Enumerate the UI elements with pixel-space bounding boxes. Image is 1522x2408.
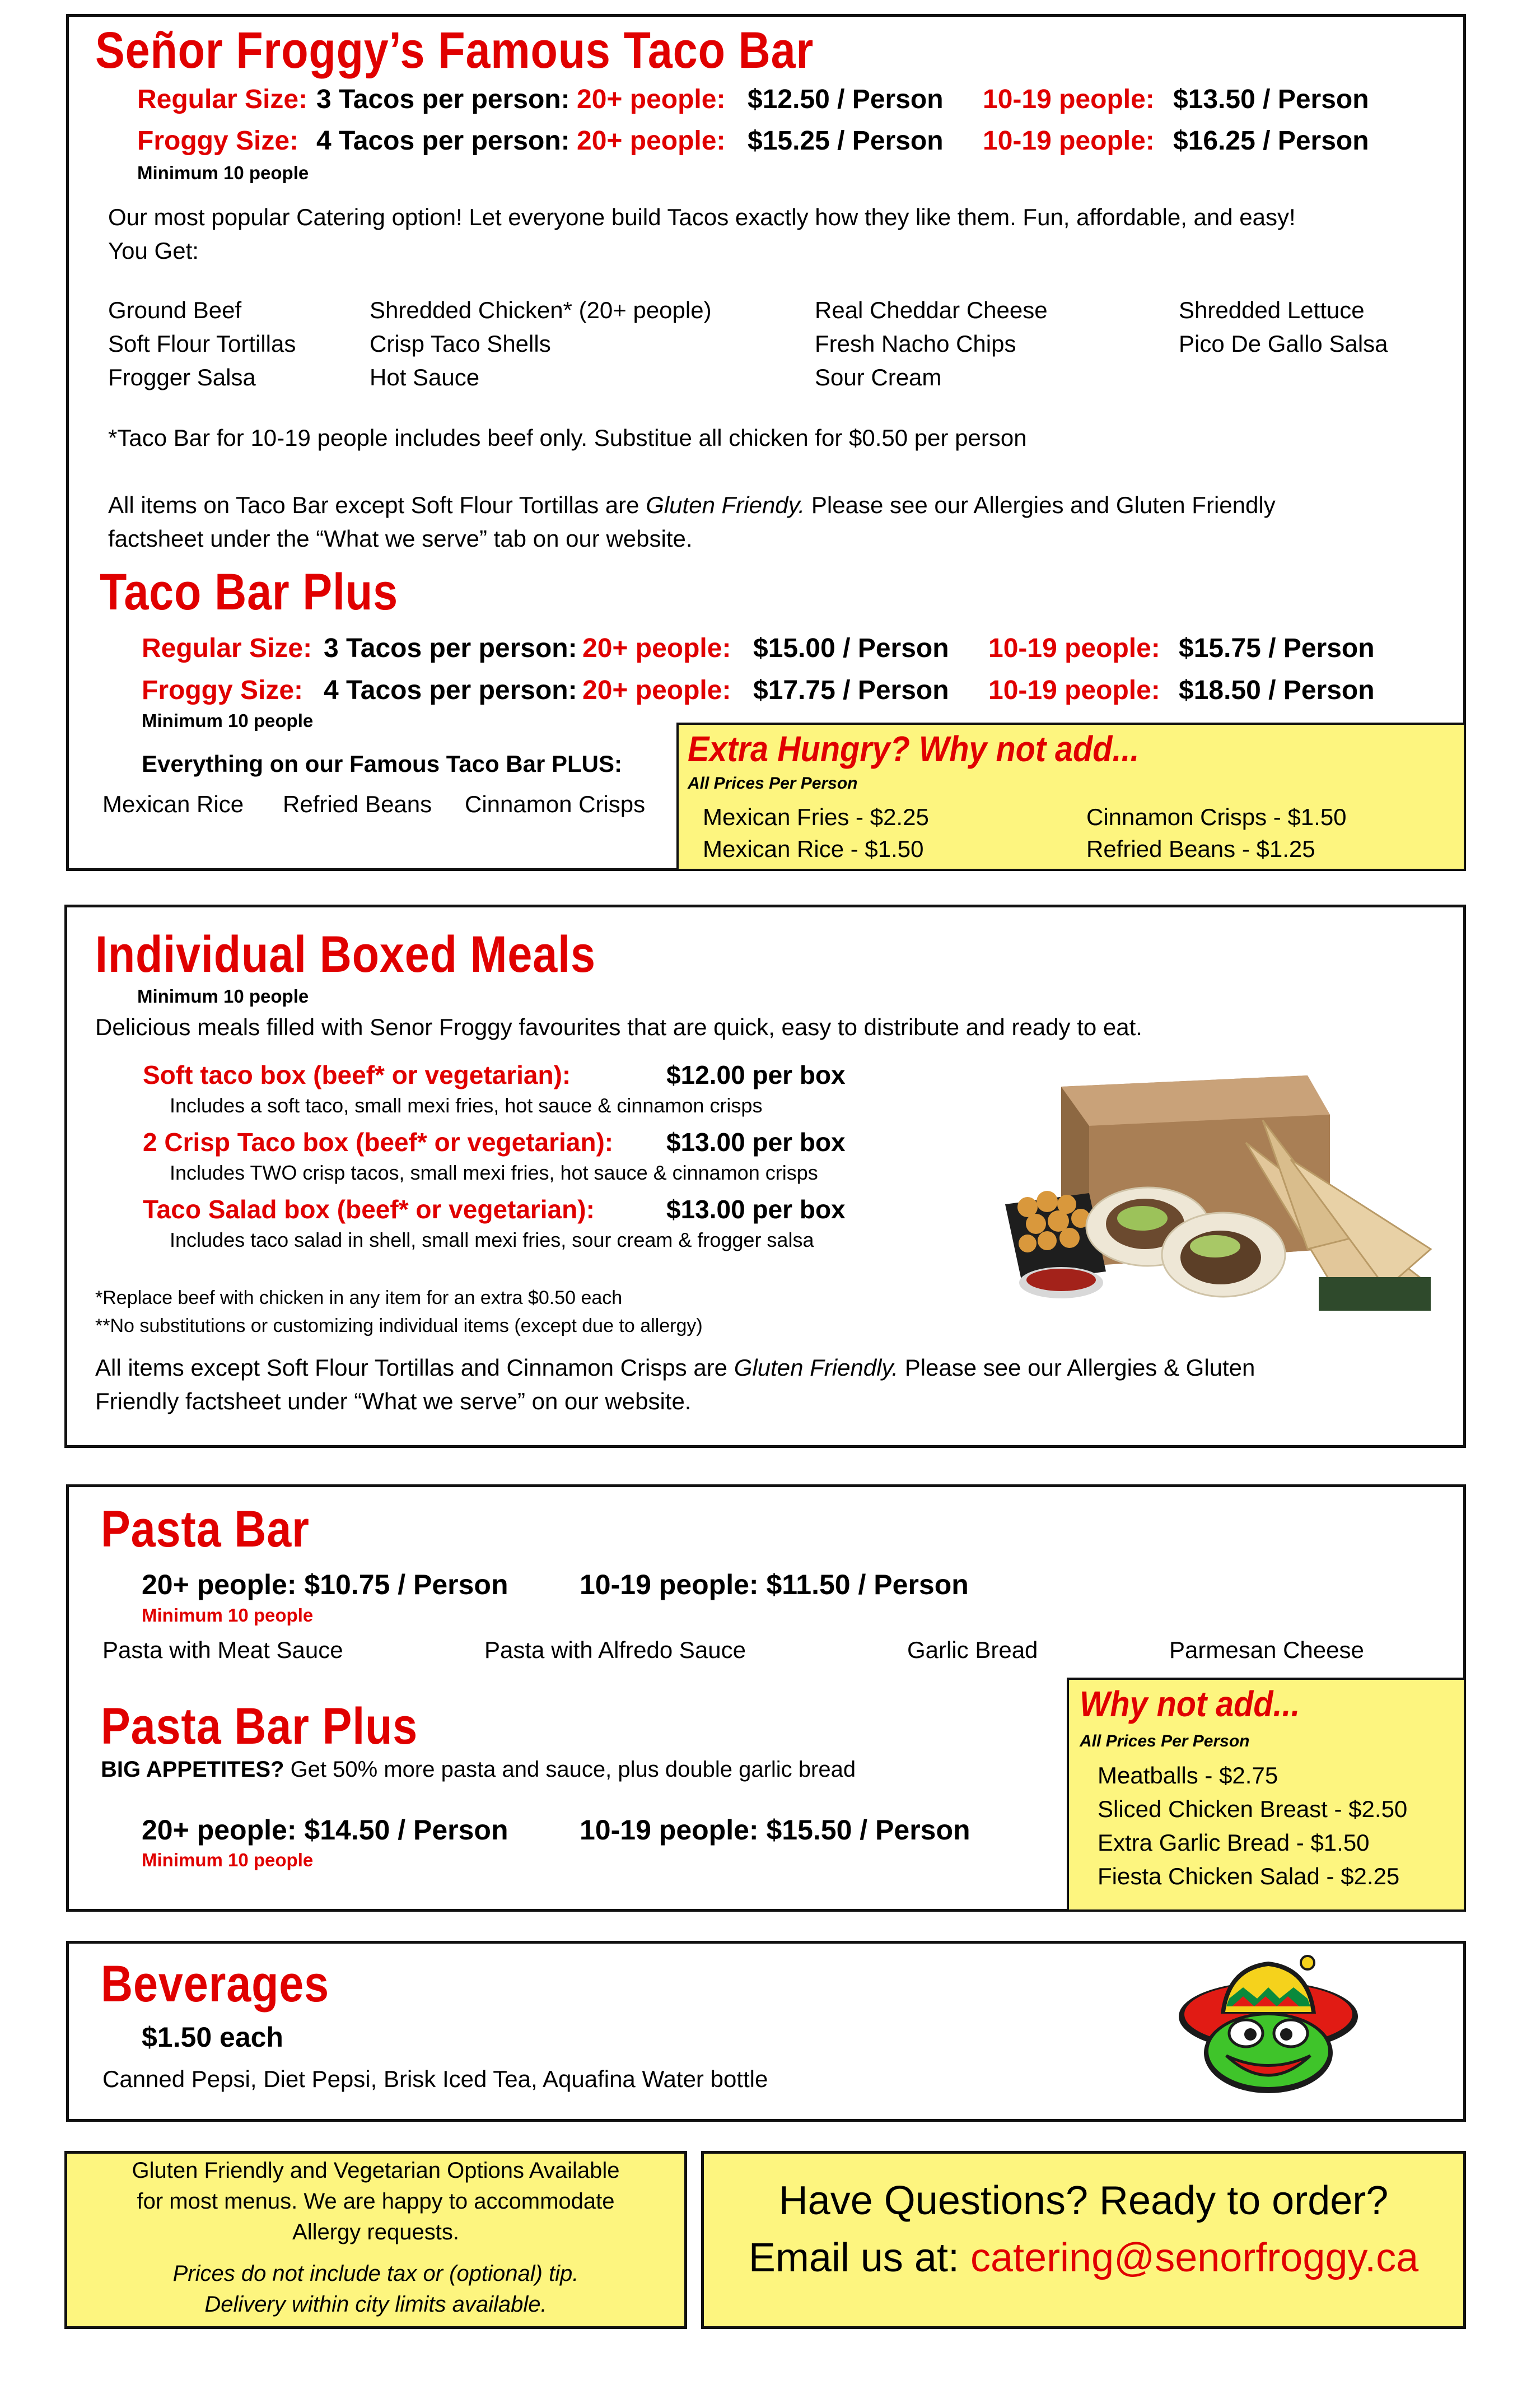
item-soft-flour-tortillas: Soft Flour Tortillas — [108, 330, 296, 357]
froggy-size-label: Froggy Size: — [137, 126, 299, 156]
info-line-1: Gluten Friendly and Vegetarian Options Available — [132, 2158, 620, 2183]
pasta-bar-minimum: Minimum 10 people — [142, 1605, 314, 1625]
contact-question: Have Questions? Ready to order? — [778, 2178, 1389, 2223]
crisp-taco-box-price: $13.00 per box — [666, 1128, 846, 1157]
froggy-tacos: 4 Tacos per person: — [316, 126, 570, 156]
plus-item-cinnamon-crisps: Cinnamon Crisps — [465, 791, 646, 817]
boxed-gluten-note-2: Friendly factsheet under “What we serve” on our website. — [95, 1388, 692, 1414]
taco-salad-box-price: $13.00 per box — [666, 1195, 846, 1224]
taco-bar-you-get: You Get: — [108, 237, 199, 264]
plus-item-mexican-rice: Mexican Rice — [102, 791, 244, 817]
taco-bar-title: Señor Froggy’s Famous Taco Bar — [95, 22, 814, 79]
pasta-alfredo-sauce: Pasta with Alfredo Sauce — [484, 1637, 746, 1663]
pasta-plus-big-appetites: BIG APPETITES? Get 50% more pasta and sauce, plus double garlic bread — [101, 1757, 856, 1782]
regular-tacos: 3 Tacos per person: — [316, 85, 570, 114]
plus-regular-10-price: $15.75 / Person — [1179, 634, 1375, 663]
plus-froggy-10-label: 10-19 people: — [988, 676, 1160, 705]
plus-item-refried-beans: Refried Beans — [283, 791, 432, 817]
plus-froggy-20-price: $17.75 / Person — [753, 676, 949, 705]
extra-refried-beans: Refried Beans - $1.25 — [1086, 836, 1315, 862]
item-hot-sauce: Hot Sauce — [370, 364, 480, 390]
crisp-taco-box-name: 2 Crisp Taco box (beef* or vegetarian): — [143, 1128, 614, 1157]
item-ground-beef: Ground Beef — [108, 297, 242, 323]
pasta-bar-price-10: 10-19 people: $11.50 / Person — [580, 1569, 969, 1600]
pasta-bar-plus-title: Pasta Bar Plus — [101, 1698, 418, 1755]
item-pico-de-gallo: Pico De Gallo Salsa — [1179, 330, 1388, 357]
regular-10-price: $13.50 / Person — [1173, 85, 1369, 114]
boxed-gluten-note: All items except Soft Flour Tortillas and Cinnamon Crisps are Gluten Friendly. Please see our Allergies & Gluten — [95, 1354, 1255, 1381]
extra-hungry-note: All Prices Per Person — [688, 774, 858, 793]
add-sliced-chicken: Sliced Chicken Breast - $2.50 — [1098, 1796, 1408, 1822]
boxed-meals-title: Individual Boxed Meals — [95, 926, 596, 983]
extra-mexican-rice: Mexican Rice - $1.50 — [703, 836, 924, 862]
froggy-10-label: 10-19 people: — [983, 126, 1155, 156]
pasta-bar-price-20: 20+ people: $10.75 / Person — [142, 1569, 508, 1600]
froggy-20-label: 20+ people: — [577, 126, 726, 156]
pasta-bar-title: Pasta Bar — [101, 1501, 310, 1558]
boxed-meals-intro: Delicious meals filled with Senor Froggy favourites that are quick, easy to distribute and ready to eat. — [95, 1014, 1142, 1040]
regular-10-label: 10-19 people: — [983, 85, 1155, 114]
taco-bar-gluten-note: All items on Taco Bar except Soft Flour Tortillas are Gluten Friendy. Please see our Allergies and Gluten Friendly — [108, 492, 1276, 518]
extra-cinnamon-crisps: Cinnamon Crisps - $1.50 — [1086, 804, 1347, 830]
plus-froggy-tacos: 4 Tacos per person: — [324, 676, 577, 705]
taco-bar-footnote: *Taco Bar for 10-19 people includes beef only. Substitue all chicken for $0.50 per person — [108, 425, 1027, 451]
item-crisp-taco-shells: Crisp Taco Shells — [370, 330, 551, 357]
plus-froggy-10-price: $18.50 / Person — [1179, 676, 1375, 705]
add-fiesta-salad: Fiesta Chicken Salad - $2.25 — [1098, 1863, 1400, 1889]
beverages-title: Beverages — [101, 1955, 330, 2013]
add-meatballs: Meatballs - $2.75 — [1098, 1762, 1278, 1788]
froggy-20-price: $15.25 / Person — [748, 126, 944, 156]
plus-regular-20-price: $15.00 / Person — [753, 634, 949, 663]
extra-hungry-title: Extra Hungry? Why not add... — [688, 729, 1140, 769]
item-cheddar-cheese: Real Cheddar Cheese — [815, 297, 1048, 323]
plus-froggy-20-label: 20+ people: — [582, 676, 731, 705]
boxed-note-2: **No substitutions or customizing individual items (except due to allergy) — [95, 1315, 703, 1336]
contact-email-line — [701, 2235, 1466, 2281]
taco-bar-regular-row — [0, 84, 1522, 118]
taco-bar-gluten-note-2: factsheet under the “What we serve” tab on our website. — [108, 525, 693, 552]
item-shredded-chicken: Shredded Chicken* (20+ people) — [370, 297, 712, 323]
info-line-5: Delivery within city limits available. — [204, 2292, 547, 2317]
taco-salad-box-desc: Includes taco salad in shell, small mexi fries, sour cream & frogger salsa — [170, 1228, 814, 1251]
taco-plus-froggy-row — [0, 675, 1522, 709]
boxed-note-1: *Replace beef with chicken in any item for an extra $0.50 each — [95, 1287, 623, 1308]
crisp-taco-box-desc: Includes TWO crisp tacos, small mexi fries, hot sauce & cinnamon crisps — [170, 1161, 818, 1184]
pasta-plus-price-10: 10-19 people: $15.50 / Person — [580, 1814, 970, 1846]
pasta-meat-sauce: Pasta with Meat Sauce — [102, 1637, 343, 1663]
taco-plus-minimum: Minimum 10 people — [142, 710, 314, 731]
plus-regular-size-label: Regular Size: — [142, 634, 312, 663]
item-sour-cream: Sour Cream — [815, 364, 942, 390]
taco-bar-froggy-row — [0, 125, 1522, 159]
pasta-plus-price-20: 20+ people: $14.50 / Person — [142, 1814, 508, 1846]
regular-size-label: Regular Size: — [137, 85, 308, 114]
contact-email-link[interactable]: catering@senorfroggy.ca — [970, 2235, 1419, 2280]
boxed-meals-minimum: Minimum 10 people — [137, 986, 309, 1007]
taco-plus-regular-row — [0, 633, 1522, 667]
taco-salad-box-name: Taco Salad box (beef* or vegetarian): — [143, 1195, 595, 1224]
extra-mexican-fries: Mexican Fries - $2.25 — [703, 804, 929, 830]
soft-taco-box-price: $12.00 per box — [666, 1060, 846, 1089]
plus-froggy-size-label: Froggy Size: — [142, 676, 304, 705]
pasta-garlic-bread: Garlic Bread — [907, 1637, 1038, 1663]
contact-email-label: Email us at: — [748, 2235, 970, 2280]
beverages-items: Canned Pepsi, Diet Pepsi, Brisk Iced Tea, Aquafina Water bottle — [102, 2066, 768, 2092]
pasta-plus-minimum: Minimum 10 people — [142, 1850, 314, 1870]
info-line-3: Allergy requests. — [292, 2220, 459, 2244]
beverages-price: $1.50 each — [142, 2022, 283, 2053]
soft-taco-box-name: Soft taco box (beef* or vegetarian): — [143, 1060, 571, 1089]
plus-regular-20-label: 20+ people: — [582, 634, 731, 663]
why-not-add-title: Why not add... — [1080, 1684, 1300, 1724]
add-garlic-bread: Extra Garlic Bread - $1.50 — [1098, 1829, 1370, 1856]
regular-20-label: 20+ people: — [577, 85, 726, 114]
why-not-add-note: All Prices Per Person — [1080, 1732, 1250, 1750]
taco-bar-plus-title: Taco Bar Plus — [100, 563, 398, 621]
taco-bar-minimum: Minimum 10 people — [137, 162, 309, 183]
taco-plus-heading: Everything on our Famous Taco Bar PLUS: — [142, 751, 623, 777]
regular-20-price: $12.50 / Person — [748, 85, 944, 114]
pasta-parmesan: Parmesan Cheese — [1169, 1637, 1364, 1663]
plus-regular-tacos: 3 Tacos per person: — [324, 634, 577, 663]
info-line-4: Prices do not include tax or (optional) tip. — [172, 2261, 579, 2286]
soft-taco-box-desc: Includes a soft taco, small mexi fries, hot sauce & cinnamon crisps — [170, 1094, 763, 1117]
frog-logo — [1176, 1955, 1361, 2098]
info-line-2: for most menus. We are happy to accommodate — [137, 2189, 615, 2214]
item-nacho-chips: Fresh Nacho Chips — [815, 330, 1016, 357]
boxed-meal-photo — [994, 1064, 1442, 1333]
item-shredded-lettuce: Shredded Lettuce — [1179, 297, 1365, 323]
froggy-10-price: $16.25 / Person — [1173, 126, 1369, 156]
plus-regular-10-label: 10-19 people: — [988, 634, 1160, 663]
taco-bar-intro: Our most popular Catering option! Let everyone build Tacos exactly how they like them. Fun, affordable, and easy! — [108, 204, 1296, 230]
item-frogger-salsa: Frogger Salsa — [108, 364, 256, 390]
